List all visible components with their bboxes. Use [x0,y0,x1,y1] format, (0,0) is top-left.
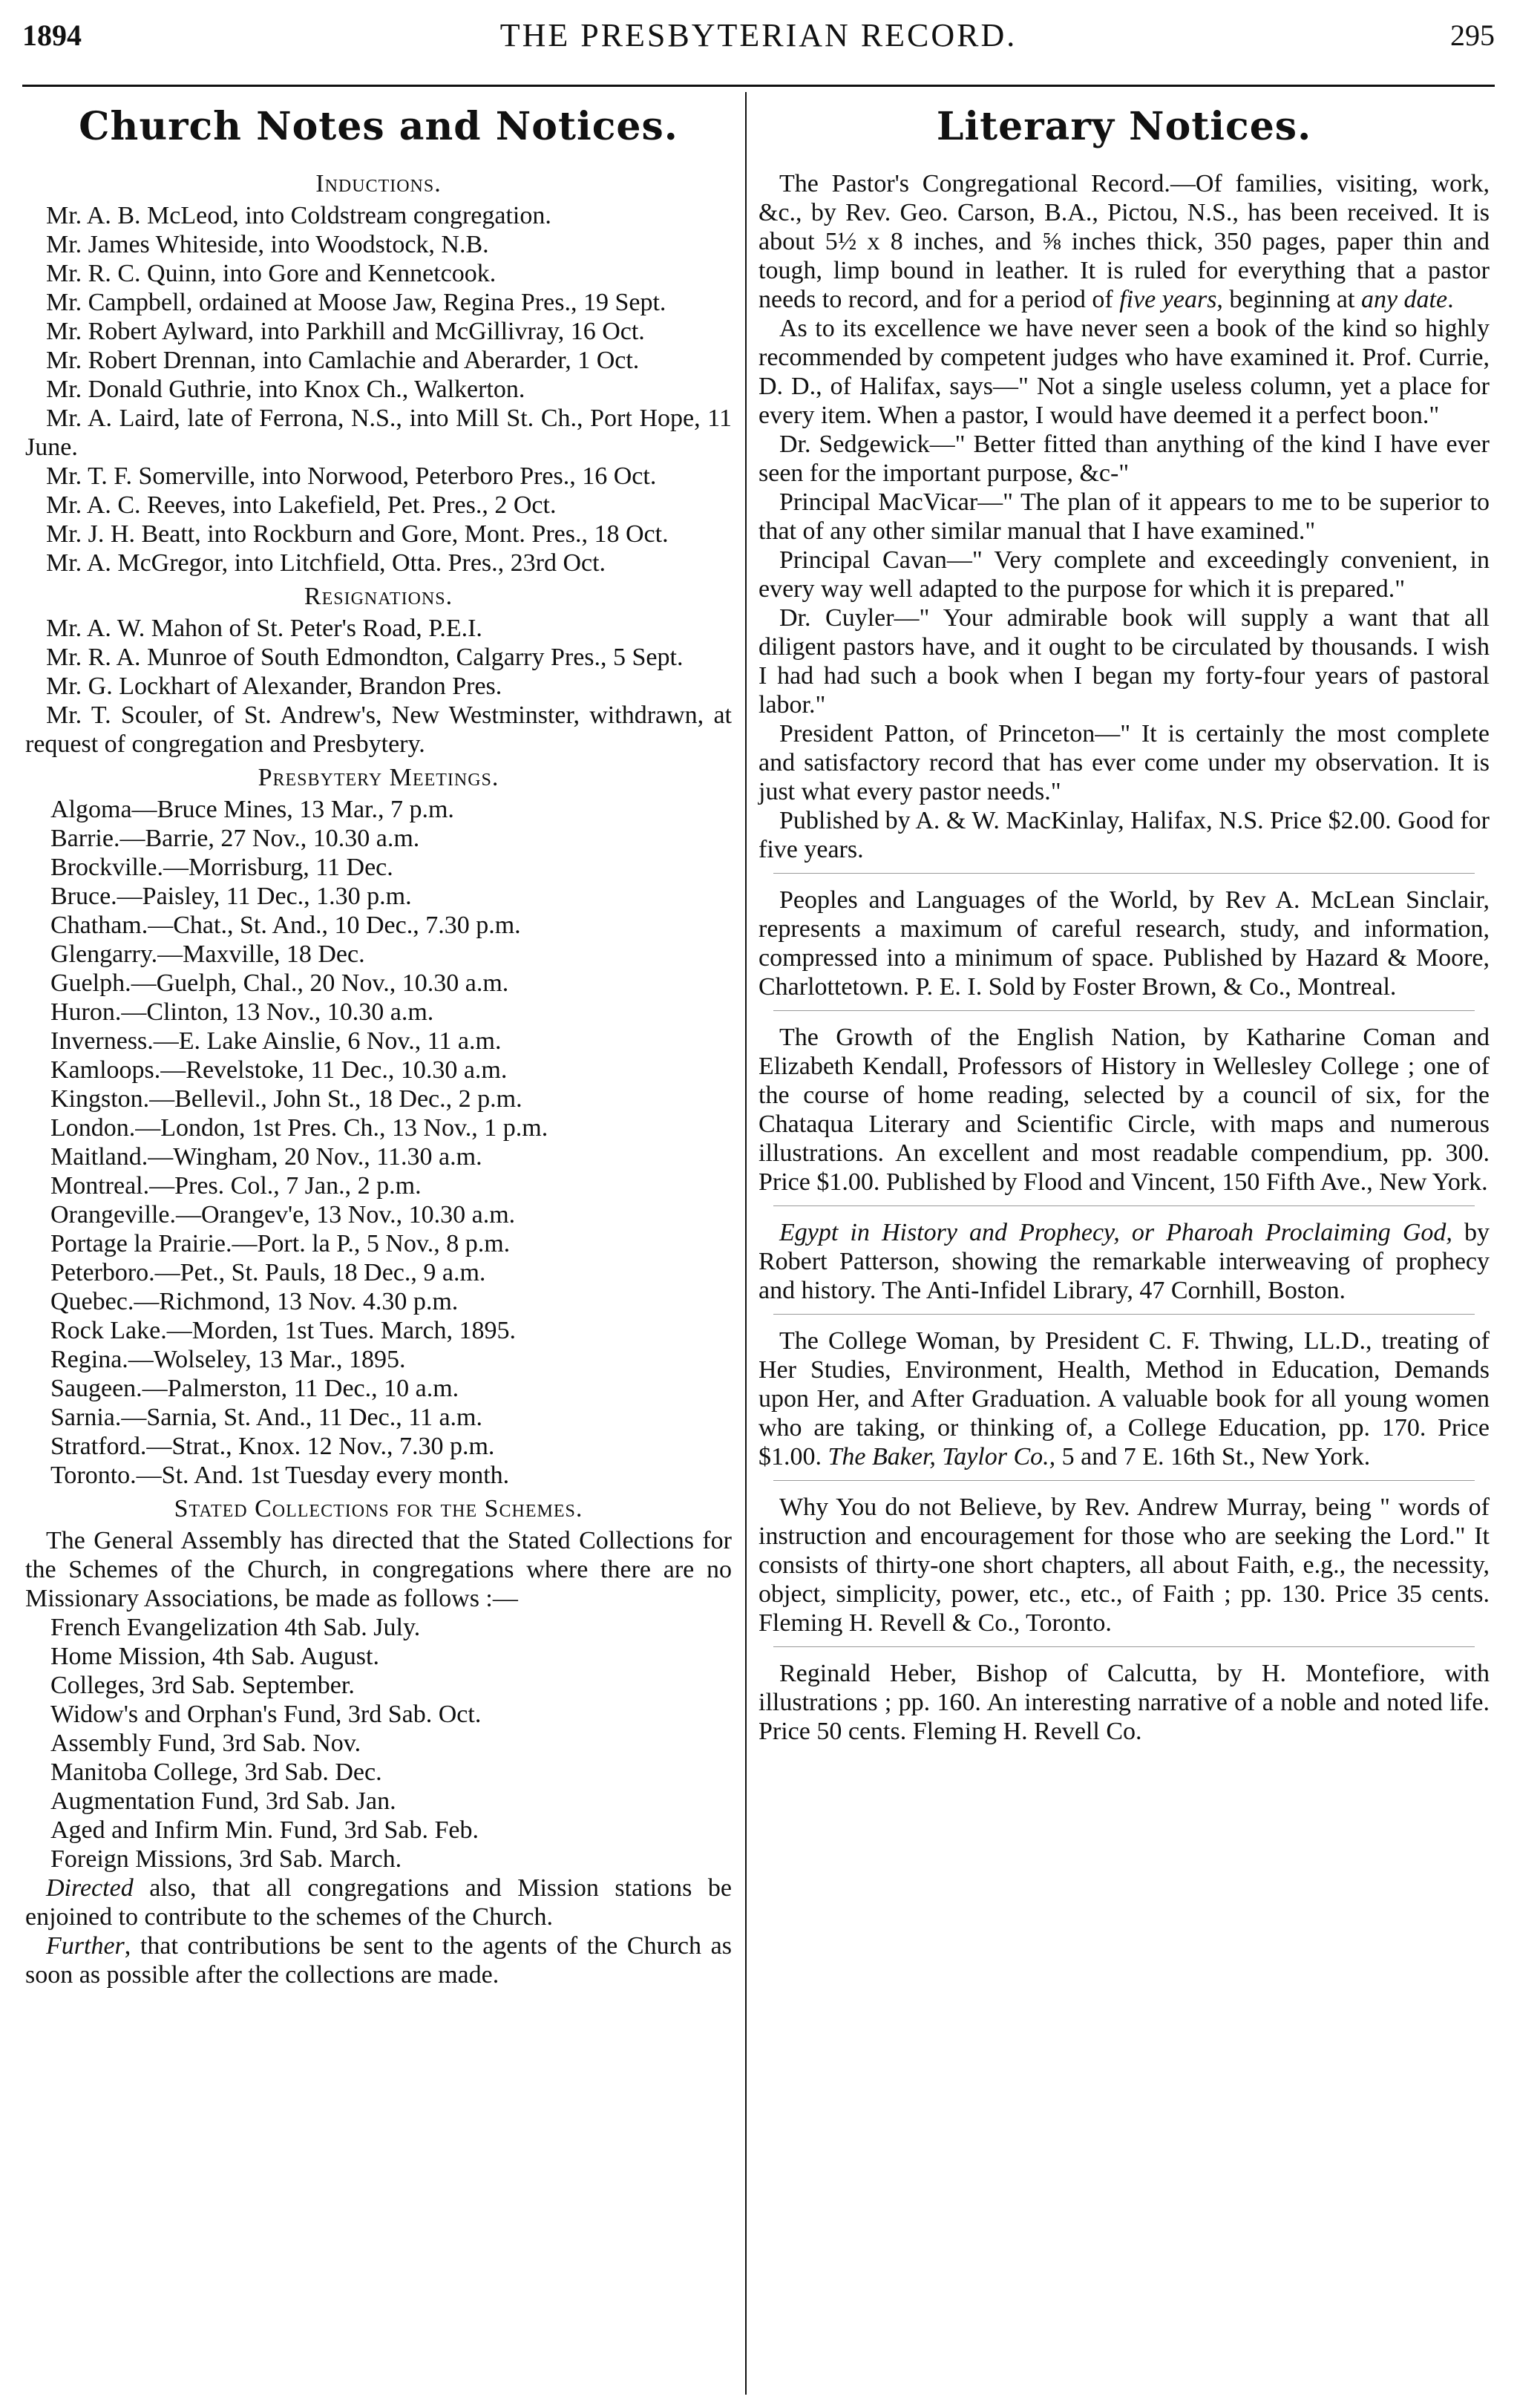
meeting-entry: Huron.—Clinton, 13 Nov., 10.30 a.m. [50,998,434,1026]
testimonial-paragraph: Principal Cavan—" Very complete and exceedingly convenient, in every way well adapted to the purpose for which it is prepared." [758,546,1490,603]
directed-text: also, that all congregations and Mission stations be enjoined to contribute to the schemes of the Church. [25,1874,732,1931]
meeting-entry: Kamloops.—Revelstoke, 11 Dec., 10.30 a.m. [50,1056,508,1084]
notice-title: The College Woman, [779,1327,1000,1355]
header-title: THE PRESBYTERIAN RECORD. [499,17,1018,53]
resignation-entry: Mr. A. W. Mahon of St. Peter's Road, P.E.I. [46,615,482,642]
meeting-entry: Quebec.—Richmond, 13 Nov. 4.30 p.m. [50,1288,459,1315]
further-paragraph [25,1931,732,1989]
notice-separator [773,1480,1475,1481]
notice-text: by Robert Patterson, showing the remarkable interweaving of prophecy and history. The Anti-Infidel Library, 47 Cornhill, Boston. [758,1219,1490,1304]
notice-text: —Of families, visiting, work, &c., by Rev. Geo. Carson, B.A., Pictou, N.S., has been received. It is about 5½ x 8 inches, and ⅝ inches thick, 350 pages, paper thin and tough, limp bound in leather. It is ruled for everything that a pastor needs to record, and for a period of [758,170,1490,313]
notice-title: Egypt in History and Prophecy, or Pharoah Proclaiming God, [779,1219,1452,1246]
notice-reginald-heber [758,1659,1490,1746]
induction-entry: Mr. A. Laird, late of Ferrona, N.S., into Mill St. Ch., Port Hope, 11 June. [25,405,732,461]
left-column [25,92,732,2395]
meeting-entry: Barrie.—Barrie, 27 Nov., 10.30 a.m. [50,825,420,852]
collection-entry: French Evangelization 4th Sab. July. [50,1614,421,1641]
notice-separator [773,1646,1475,1647]
right-column [758,92,1490,2395]
collection-entry: Colleges, 3rd Sab. September. [50,1672,355,1699]
notice-emphasis: The Baker, Taylor Co., [828,1443,1056,1470]
testimonial-paragraph: Dr. Sedgewick—" Better fitted than anything of the kind I have ever seen for the important purpose, &c-" [758,431,1490,487]
meeting-entry: Rock Lake.—Morden, 1st Tues. March, 1895. [50,1317,517,1344]
meeting-entry: Chatham.—Chat., St. And., 10 Dec., 7.30 p.m. [50,912,521,939]
resignation-entry: Mr. G. Lockhart of Alexander, Brandon Pres. [46,673,502,700]
meeting-entry: Algoma—Bruce Mines, 13 Mar., 7 p.m. [50,796,454,823]
notice-text: by Rev. Andrew Murray, being " words of instruction and encouragement for those who are seeking the Lord." It consists of thirty-one short chapters, all about Faith, e.g., the necessity, object, simplicity, power, etc., etc., of Faith ; pp. 130. Price 35 cents. Fleming H. Revell & Co., Toronto. [758,1493,1490,1637]
notice-text: by Rev A. McLean Sinclair, represents a maximum of careful research, study, and information, compressed into a minimum of space. Published by Hazard & Moore, Charlottetown. P. E. I. Sold by Foster Brown, & Co., Montreal. [758,886,1490,1001]
testimonial-paragraph: Principal MacVicar—" The plan of it appears to me to be superior to that of any other similar manual that I have examined." [758,488,1490,545]
notice-title: Reginald Heber, Bishop of Calcutta, [779,1660,1198,1687]
resignation-entry: Mr. T. Scouler, of St. Andrew's, New Westminster, withdrawn, at request of congregation and Presbytery. [25,701,732,758]
notice-text: by President C. F. Thwing, LL.D., treating of Her Studies, Environment, Health, Method in Education, Demands upon Her, and After Graduation. A valuable book for all young women who are taking, or thinking of, a College Education, pp. 170. Price $1.00. [758,1327,1490,1470]
notice-separator [773,873,1475,874]
meeting-entry: Maitland.—Wingham, 20 Nov., 11.30 a.m. [50,1143,482,1171]
meeting-entry: Portage la Prairie.—Port. la P., 5 Nov., 8 p.m. [50,1230,511,1257]
resignations-heading: Resignations. [304,583,453,610]
meeting-entry: Guelph.—Guelph, Chal., 20 Nov., 10.30 a.m. [50,969,509,997]
collection-entry: Home Mission, 4th Sab. August. [50,1643,379,1670]
notice-college-woman [758,1326,1490,1471]
notice-peoples-languages [758,886,1490,1001]
notice-title: The Growth of the English Nation, [779,1024,1187,1051]
notice-separator [773,1314,1475,1315]
running-header [22,13,1495,65]
collections-intro: The General Assembly has directed that the Stated Collections for the Schemes of the Church, in congregations where there are no Missionary Associations, be made as follows :— [25,1527,732,1612]
further-text: , that contributions be sent to the agents of the Church as soon as possible after the collections are made. [25,1932,732,1989]
induction-entry: Mr. Donald Guthrie, into Knox Ch., Walkerton. [46,376,525,403]
notice-separator [773,1205,1475,1206]
directed-paragraph [25,1874,732,1931]
meeting-entry: Inverness.—E. Lake Ainslie, 6 Nov., 11 a.m. [50,1027,502,1055]
meeting-entry: Glengarry.—Maxville, 18 Dec. [50,940,365,968]
stated-collections-heading: Stated Collections for the Schemes. [174,1495,583,1522]
notice-egypt-prophecy [758,1218,1490,1305]
resignation-entry: Mr. R. A. Munroe of South Edmondton, Calgarry Pres., 5 Sept. [46,644,684,671]
testimonial-paragraph: As to its excellence we have never seen a book of the kind so highly recommended by competent judges who have examined it. Prof. Currie, D. D., of Halifax, says—" Not a single useless column, yet a place for every item. When a pastor, I would have deemed it a perfect boon." [758,315,1490,429]
notice-why-you-do-not-believe [758,1493,1490,1637]
page-number: 295 [1450,19,1495,52]
notice-separator [773,1010,1475,1011]
presbytery-meetings-heading: Presbytery Meetings. [258,764,499,791]
collection-entry: Foreign Missions, 3rd Sab. March. [50,1845,402,1873]
further-word: Further [46,1932,125,1960]
notice-title: Why You do not Believe, [779,1493,1043,1521]
induction-entry: Mr. Campbell, ordained at Moose Jaw, Regina Pres., 19 Sept. [46,289,666,316]
meeting-entry: London.—London, 1st Pres. Ch., 13 Nov., 1 p.m. [50,1114,548,1142]
meeting-entry: Montreal.—Pres. Col., 7 Jan., 2 p.m. [50,1172,422,1200]
notice-title: The Pastor's Congregational Record. [779,170,1170,197]
column-divider [745,92,747,2395]
collection-entry: Manitoba College, 3rd Sab. Dec. [50,1758,382,1786]
collection-entry: Aged and Infirm Min. Fund, 3rd Sab. Feb. [50,1816,479,1844]
directed-word: Directed [46,1874,134,1902]
induction-entry: Mr. A. B. McLeod, into Coldstream congregation. [46,202,551,229]
meeting-entry: Kingston.—Bellevil., John St., 18 Dec., 2 p.m. [50,1085,522,1113]
church-notes-heading: Church Notes and Notices. [79,104,678,149]
meeting-entry: Orangeville.—Orangev'e, 13 Nov., 10.30 a.m. [50,1201,516,1228]
induction-entry: Mr. A. C. Reeves, into Lakefield, Pet. Pres., 2 Oct. [46,491,557,519]
induction-entry: Mr. Robert Drennan, into Camlachie and Aberarder, 1 Oct. [46,347,640,374]
notice-text: by H. Montefiore, with illustrations ; pp. 160. An interesting narrative of a noble and noted life. Price 50 cents. Fleming H. Revell Co. [758,1660,1490,1745]
notice-text: 5 and 7 E. 16th St., New York. [1055,1443,1371,1470]
testimonial-paragraph: President Patton, of Princeton—" It is certainly the most complete and satisfactory record that has ever come under my observation. It is just what every pastor needs." [758,720,1490,805]
notice-growth-english-nation [758,1023,1490,1197]
header-rule [22,85,1495,87]
induction-entry: Mr. R. C. Quinn, into Gore and Kennetcook. [46,260,497,287]
meeting-entry: Peterboro.—Pet., St. Pauls, 18 Dec., 9 a.m. [50,1259,486,1286]
meeting-entry: Sarnia.—Sarnia, St. And., 11 Dec., 11 a.m. [50,1404,483,1431]
notice-text: , beginning at [1216,286,1361,313]
notice-text: . [1447,286,1454,313]
induction-entry: Mr. Robert Aylward, into Parkhill and McGillivray, 16 Oct. [46,318,645,345]
notice-emphasis: any date [1360,286,1448,313]
testimonial-paragraph: Dr. Cuyler—" Your admirable book will supply a want that all diligent pastors have, and it ought to be circulated by thousands. I wish I had had such a book when I began my forty-four years of pastoral labor." [758,604,1490,719]
meeting-entry: Bruce.—Paisley, 11 Dec., 1.30 p.m. [50,883,412,910]
notice-title: Peoples and Languages of the World, [779,886,1179,914]
induction-entry: Mr. James Whiteside, into Woodstock, N.B. [46,231,489,258]
inductions-heading: Inductions. [315,170,442,197]
meeting-entry: Brockville.—Morrisburg, 11 Dec. [50,854,393,881]
meeting-entry: Regina.—Wolseley, 13 Mar., 1895. [50,1346,406,1373]
collection-entry: Assembly Fund, 3rd Sab. Nov. [50,1730,361,1757]
meeting-entry: Stratford.—Strat., Knox. 12 Nov., 7.30 p.m. [50,1433,495,1460]
notice-pastors-record [758,169,1490,314]
induction-entry: Mr. T. F. Somerville, into Norwood, Peterboro Pres., 16 Oct. [46,462,657,490]
collection-entry: Widow's and Orphan's Fund, 3rd Sab. Oct. [50,1701,482,1728]
notice-emphasis: five years [1119,286,1217,313]
induction-entry: Mr. A. McGregor, into Litchfield, Otta. Pres., 23rd Oct. [46,549,606,577]
meeting-entry: Saugeen.—Palmerston, 11 Dec., 10 a.m. [50,1375,459,1402]
collection-entry: Augmentation Fund, 3rd Sab. Jan. [50,1787,396,1815]
induction-entry: Mr. J. H. Beatt, into Rockburn and Gore, Mont. Pres., 18 Oct. [46,520,669,548]
literary-notices-heading: Literary Notices. [936,104,1312,149]
meeting-entry: Toronto.—St. And. 1st Tuesday every month. [50,1462,510,1489]
publisher-paragraph: Published by A. & W. MacKinlay, Halifax, N.S. Price $2.00. Good for five years. [758,807,1490,863]
header-year: 1894 [22,19,82,52]
notice-text: by Katharine Coman and Elizabeth Kendall, Professors of History in Wellesley College ; one of the course of home reading, selected by a council of six, for the Chataqua Literary and Scientific Circle, with maps and numerous illustrations. An excellent and most readable compendium, pp. 300. Price $1.00. Published by Flood and Vincent, 150 Fifth Ave., New York. [758,1024,1490,1196]
